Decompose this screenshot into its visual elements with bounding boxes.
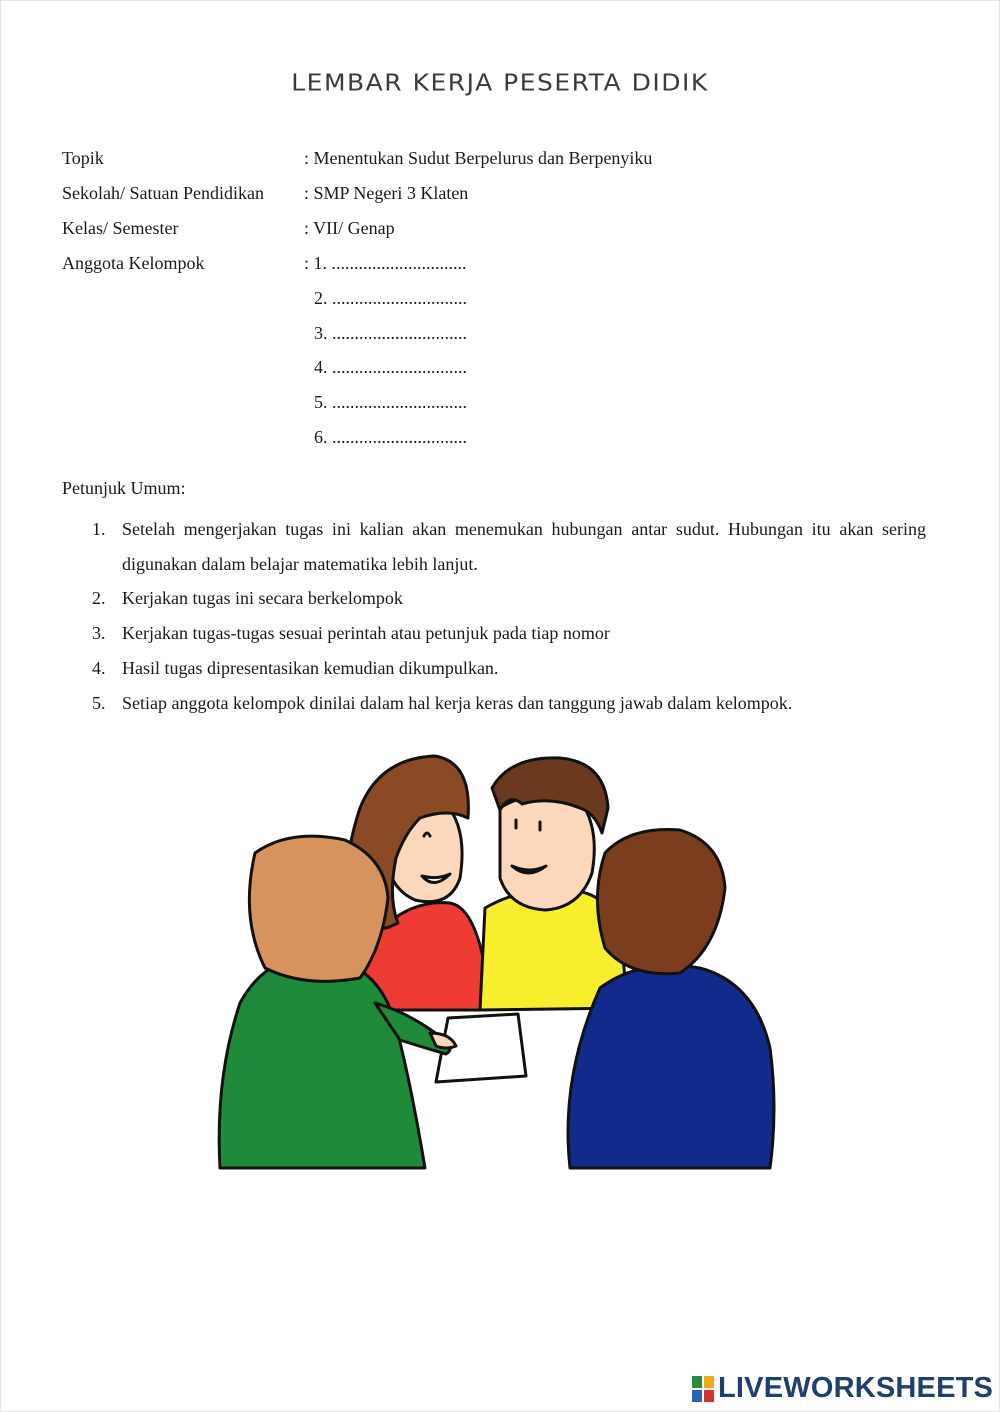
instruction-text: Setelah mengerjakan tugas ini kalian akan menemukan hubungan antar sudut. Hubungan itu akan sering digunakan dalam belajar matematika lebih lanjut. bbox=[122, 519, 926, 574]
instruction-item bbox=[92, 616, 926, 651]
school-row bbox=[62, 179, 652, 214]
info-section bbox=[62, 144, 652, 457]
members-row bbox=[62, 249, 652, 284]
instruction-text: Kerjakan tugas-tugas sesuai perintah atau petunjuk pada tiap nomor bbox=[122, 623, 610, 644]
group-discussion-illustration bbox=[210, 748, 790, 1178]
man-face bbox=[500, 796, 594, 911]
instruction-item bbox=[92, 686, 926, 721]
class-value: : VII/ Genap bbox=[304, 218, 395, 238]
instruction-number: 4. bbox=[92, 657, 106, 678]
instructions-list bbox=[92, 512, 926, 720]
topic-label: Topik bbox=[62, 148, 104, 168]
instruction-text: Setiap anggota kelompok dinilai dalam hal kerja keras dan tanggung jawab dalam kelompok. bbox=[122, 692, 793, 713]
member-5[interactable]: 5. .............................. bbox=[314, 392, 467, 413]
member-6[interactable]: 6. .............................. bbox=[314, 426, 467, 447]
instruction-text: Hasil tugas dipresentasikan kemudian dikumpulkan. bbox=[122, 657, 499, 678]
dark-hair bbox=[598, 829, 726, 973]
liveworksheets-logo-icon bbox=[692, 1376, 714, 1402]
member-1[interactable]: : 1. .............................. bbox=[304, 253, 467, 273]
members-label: Anggota Kelompok bbox=[62, 253, 205, 273]
school-value: : SMP Negeri 3 Klaten bbox=[304, 183, 469, 203]
topic-value: : Menentukan Sudut Berpelurus dan Berpenyiku bbox=[304, 148, 653, 168]
liveworksheets-logo bbox=[692, 1372, 993, 1405]
instruction-number: 3. bbox=[92, 623, 106, 644]
class-label: Kelas/ Semester bbox=[62, 218, 179, 238]
member-3[interactable]: 3. .............................. bbox=[314, 322, 467, 343]
member-2[interactable]: 2. .............................. bbox=[314, 288, 467, 308]
page-title: LEMBAR KERJA PESERTA DIDIK bbox=[291, 69, 709, 96]
instruction-number: 1. bbox=[92, 519, 106, 539]
instruction-number: 2. bbox=[92, 588, 106, 609]
instruction-item bbox=[92, 581, 926, 616]
class-row bbox=[62, 214, 652, 249]
light-hair bbox=[249, 836, 388, 981]
topic-row bbox=[62, 144, 652, 179]
instruction-text: Kerjakan tugas ini secara berkelompok bbox=[122, 588, 403, 609]
instruction-number: 5. bbox=[92, 692, 106, 713]
instructions-heading: Petunjuk Umum: bbox=[62, 478, 186, 498]
member-4[interactable]: 4. .............................. bbox=[314, 357, 467, 378]
instruction-item bbox=[92, 651, 926, 686]
school-label: Sekolah/ Satuan Pendidikan bbox=[62, 183, 264, 203]
liveworksheets-brand: LIVEWORKSHEETS bbox=[718, 1372, 994, 1404]
blue-shirt bbox=[568, 966, 774, 1169]
instruction-item bbox=[92, 512, 926, 581]
